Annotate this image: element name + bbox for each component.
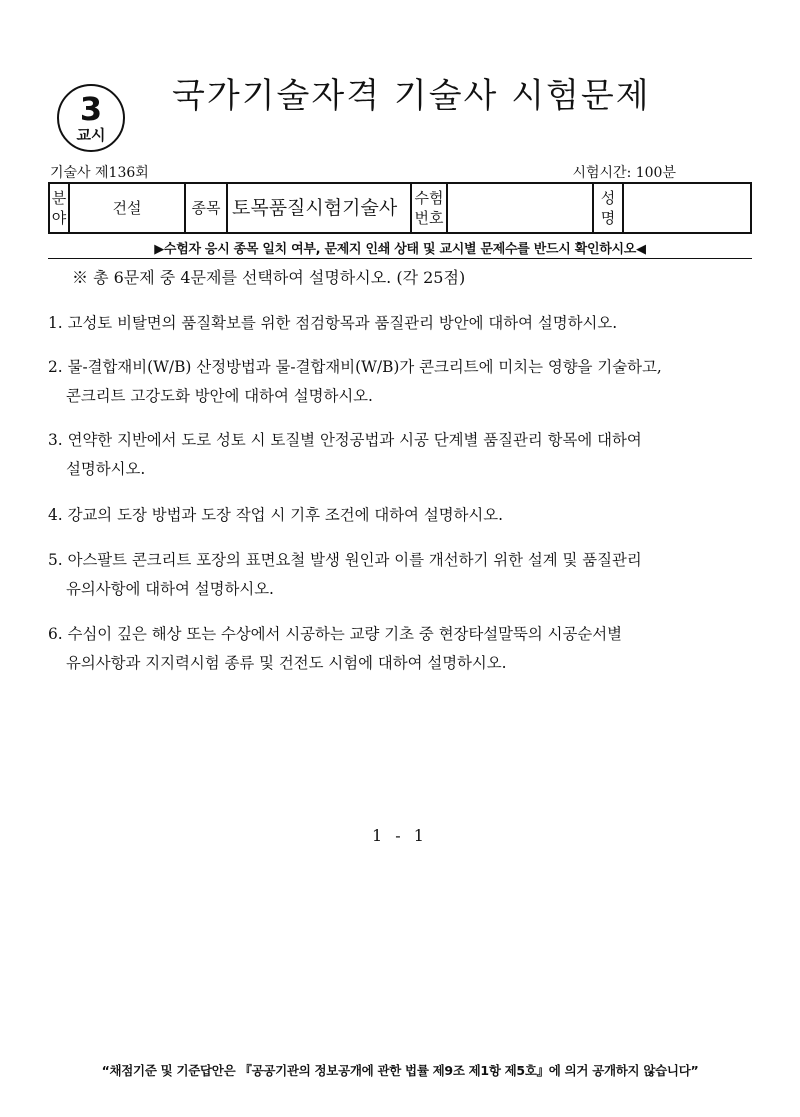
divider	[48, 258, 752, 259]
exam-time: 시험시간: 100분	[572, 165, 676, 181]
item-label: 종목	[191, 199, 221, 217]
instruction: ※ 총 6문제 중 4문제를 선택하여 설명하시오. (각 25점)	[72, 268, 466, 287]
question-5	[48, 546, 758, 604]
question-line: 설명하시오.	[66, 460, 146, 478]
period-label: 교시	[76, 126, 106, 144]
field-value-cell	[69, 183, 185, 233]
question-line: 3. 연약한 지반에서 도로 성토 시 토질별 안정공법과 시공 단계별 품질관리 항목에 대하여	[48, 431, 642, 449]
item-value: 토목품질시험기술사	[232, 197, 398, 219]
question-line: 유의사항에 대하여 설명하시오.	[66, 580, 274, 598]
question-4	[48, 501, 758, 530]
exam-session: 기술사 제136회	[50, 165, 149, 181]
question-1	[48, 309, 758, 338]
exam-no-label-1: 수험	[414, 189, 444, 207]
question-line: 유의사항과 지지력시험 종류 및 건전도 시험에 대하여 설명하시오.	[66, 654, 507, 672]
name-value-cell[interactable]	[623, 183, 751, 233]
question-line: 2. 물-결합재비(W/B) 산정방법과 물-결합재비(W/B)가 콘크리트에 미치는 영향을 기술하고,	[48, 358, 662, 376]
exam-info-table	[48, 182, 752, 234]
period-number: 3	[79, 90, 103, 128]
question-2	[48, 353, 758, 411]
name-label-2: 명	[600, 209, 616, 227]
exam-no-value-cell[interactable]	[447, 183, 593, 233]
question-line: 6. 수심이 깊은 해상 또는 수상에서 시공하는 교량 기초 중 현장타설말뚝의 시공순서별	[48, 625, 622, 643]
question-6	[48, 620, 758, 678]
footer-note: “채점기준 및 기준답안은 『공공기관의 정보공개에 관한 법률 제9조 제1항 제5호』에 의거 공개하지 않습니다”	[101, 1063, 699, 1078]
question-3	[48, 426, 758, 484]
question-line: 4. 강교의 도장 방법과 도장 작업 시 기후 조건에 대하여 설명하시오.	[48, 506, 504, 524]
page-title: 국가기술자격 기술사 시험문제	[172, 76, 651, 116]
item-value-cell	[227, 183, 411, 233]
question-line: 5. 아스팔트 콘크리트 포장의 표면요철 발생 원인과 이를 개선하기 위한 설계 및 품질관리	[48, 551, 642, 569]
question-line: 콘크리트 고강도화 방안에 대하여 설명하시오.	[66, 387, 373, 405]
notice-banner: ▶수험자 응시 종목 일치 여부, 문제지 인쇄 상태 및 교시별 문제수를 반드시 확인하시오◀	[154, 242, 646, 257]
exam-no-label-cell	[411, 183, 447, 233]
field-label-cell	[49, 183, 69, 233]
field-label: 분야	[51, 189, 67, 227]
name-label-1: 성	[600, 189, 616, 207]
field-value: 건설	[112, 199, 142, 217]
period-badge	[57, 84, 125, 152]
exam-no-label-2: 번호	[414, 209, 444, 227]
question-line: 1. 고성토 비탈면의 품질확보를 위한 점검항목과 품질관리 방안에 대하여 설명하시오.	[48, 314, 618, 332]
name-label-cell	[593, 183, 623, 233]
page-number: 1 - 1	[372, 826, 428, 845]
item-label-cell	[185, 183, 227, 233]
